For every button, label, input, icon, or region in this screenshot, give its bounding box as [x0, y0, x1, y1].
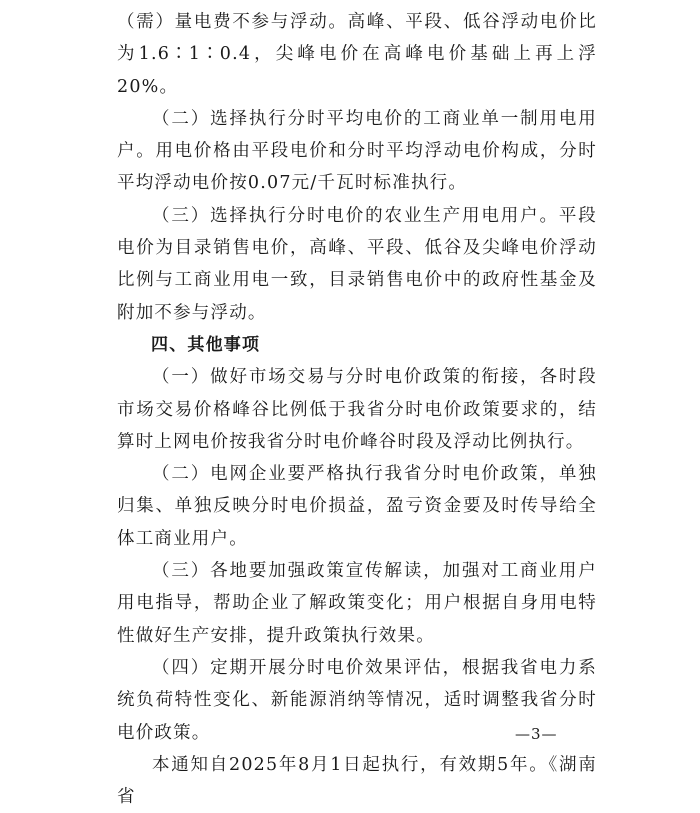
paragraph-item-4: （四）定期开展分时电价效果评估，根据我省电力系统负荷特性变化、新能源消纳等情况，适时调整我省分时电价政策。 — [117, 657, 597, 743]
paragraph-item-2: （二）电网企业要严格执行我省分时电价政策，单独归集、单独反映分时电价损益，盈亏资金要及时传导给全体工商业用户。 — [117, 464, 597, 549]
paragraph-item-1: （一）做好市场交易与分时电价政策的衔接，各时段市场交易价格峰谷比例低于我省分时电价政策要求的，结算时上网电价按我省分时电价峰谷时段及浮动比例执行。 — [117, 367, 597, 452]
page-number: —3— — [515, 725, 558, 743]
paragraph-section-2: （二）选择执行分时平均电价的工商业单一制用电用户。用电价格由平段电价和分时平均浮动电价构成，分时平均浮动电价按0.07元/千瓦时标准执行。 — [117, 108, 597, 194]
paragraph-item-3: （三）各地要加强政策宣传解读，加强对工商业用户用电指导，帮助企业了解政策变化；用户根据自身用电特性做好生产安排，提升政策执行效果。 — [117, 561, 597, 646]
paragraph-continuation: （需）量电费不参与浮动。高峰、平段、低谷浮动电价比为1.6∶1∶0.4，尖峰电价在高峰电价基础上再上浮20%。 — [117, 12, 597, 97]
section-heading-other-matters: 四、其他事项 — [151, 334, 261, 355]
document-body — [117, 6, 597, 813]
paragraph-effective-date: 本通知自2025年8月1日起执行，有效期5年。《湖南省 — [117, 754, 597, 808]
paragraph-section-3: （三）选择执行分时电价的农业生产用电用户。平段电价为目录销售电价，高峰、平段、低谷及尖峰电价浮动比例与工商业用电一致，目录销售电价中的政府性基金及附加不参与浮动。 — [117, 205, 597, 323]
